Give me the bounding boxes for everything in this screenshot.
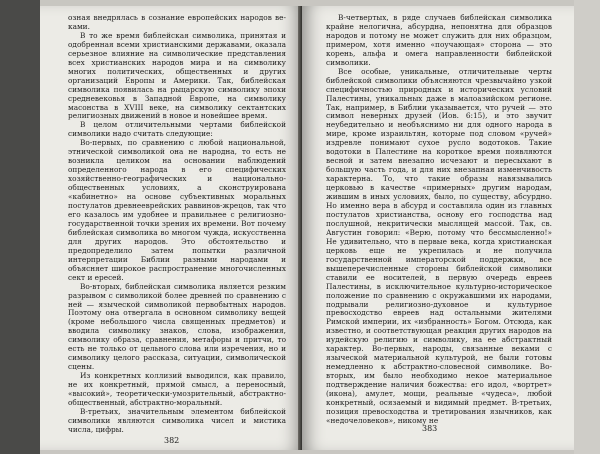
paragraph: Во-первых, по сравнению с любой национальной, этнической символикой она не народна, то есть не возникла целиком на основании наблюдений определенного народа в его специфических хозяйственно-географических и национально-общественных условиях, а сконструирована «кабинетно» на основе субъективных моральных постулатов древнееврейских раввинов-жрецов, так что его казалось им удобнее и правильнее с религиозно-государственной точки зрения их времени. Вот почему библейская символика во многом чужда, искусственна для других народов. Это обстоятельство и предопределило затем попытки различной интерпретации Библии разными народами и объясняет широкое распространение многочисленных сект и ересей. [68,138,286,282]
paragraph: озная внедрялась в сознание европейских народов ве-ками. [68,13,286,31]
paragraph: В-четвертых, в ряде случаев библейская символика крайне нелогична, абсурдна, непонятна для образцов народов и потому не может служить для них образцом, примером, хотя именно «поучающая» сторона — это корень, альфа и омега направленности библейской символики. [326,13,552,67]
paragraph: Все особые, уникальные, отличительные черты библейской символики объясняются чрезвычайно узкой специфичностью природных и исторических условий Палестины, уникальных даже в малоазийском регионе. Так, например, в Библии указывается, что ручей — это символ неверных друзей (Иов. 6:15), и это звучит неубедительно и необъяснимо ни для одного народа в мире, кроме израильтян, которые под словом «ручей» издревле понимают сухое русло водотоков. Такие водотоки в Палестине на короткое время появляются весной и затем внезапно исчезают и пересыхают в большую часть года, и для них внезапная изменчивость характерна. То, что такие образы навязывались церковью в качестве «примерных» другим народам, жившим в иных условиях, было, по существу, абсурдно. Но именно вера в абсурд и составляла один из главных постулатов христианства, основу его господства над послушной, некритически мыслящей массой. Так, св. Августин говорил: «Верю, потому что бессмысленно!» Не удивительно, что в первые века, когда христианская церковь еще не укрепилась и не получила государственной императорской поддержки, все вышеперечисленные стороны библейской символики ставили ее носителей, в первую очередь евреев Палестины, в исключительное культурно-историческое положение по сравнению с окружавшими их народами, подрывали религиозно-духовное и культурное превосходство евреев над остальными жителями Римской империи, их «избранность» Богом. Отсюда, как известно, и соответствующая реакция других народов на иудейскую религию и символику, на ее абстрактный характер. Во-первых, народы, связанные веками с языческой материальной культурой, не были готовы немедленно к абстрактно-словесной символике. Во-вторых, им было необходимо некое материальное подтверждение наличия божества: его идол, «вортрет» (икона), амулет, мощи, реальные «чудеса», любой конкретный, осязаемый и видимый предмет. В-третьих, позиция превосходства и третирования язычников, как «недочеловеков», никому не [326,66,552,425]
background-left [0,0,40,454]
left-page [40,6,302,450]
right-page-text [326,14,552,426]
paragraph: В-третьих, значительным элементом библейской символики являются символика чисел и мистика числа, цифры. [68,406,286,434]
paragraph: Во-вторых, библейская символика является резким разрывом с символикой более древней по сравнению с ней — языческой символикой первобытных народов. Поэтому она отвергала в основном символику вещей (кроме небольшого числа священных предметов) и вводила символику знаков, слова, изображения, символику образа, сравнения, метафоры и притчи, то есть не только от цельного слова или изречения, но и символику целого рассказа, ситуации, символической сцены. [68,281,286,372]
page-number-right: 383 [422,424,438,433]
right-page [302,6,574,450]
left-page-text [68,14,286,435]
paragraph: В то же время библейская символика, принятая и одобренная всеми христианскими державами, оказала серьезное влияние на символические представления всех христианских народов мира и на символику многих политических, общественных и других организаций Европы и Америки. Так, библейская символика появилась на рыцарскую символику эпохи средневековья в Западной Европе, на символику масонства в XVIII веке, на символику сектантских религиозных движений в новое и новейшее время. [68,30,286,121]
background-right [574,0,600,454]
paragraph: Из конкретных коллизий выводился, как правило, не их конкретный, прямой смысл, а переносный, «высокий», теоретически-умозрительный, абстрактно-общественный, абстрактно-моральный. [68,371,286,407]
paragraph: В целом отличительными чертами библейской символики надо считать следующие: [68,120,286,139]
page-number-left: 382 [164,436,180,445]
